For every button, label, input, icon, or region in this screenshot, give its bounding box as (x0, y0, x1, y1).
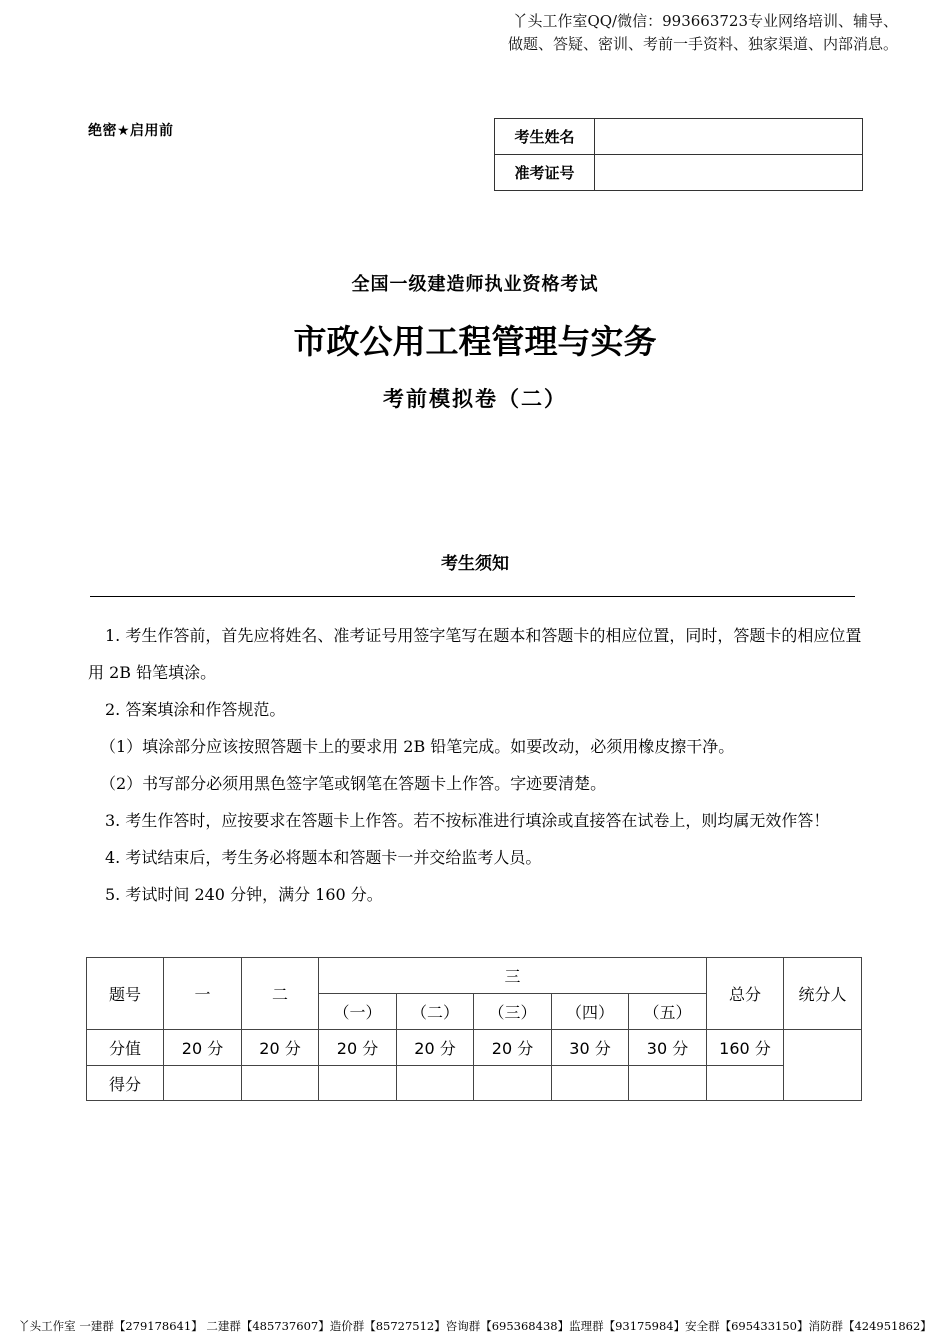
exam-name: 全国一级建造师执业资格考试 (351, 274, 599, 295)
value-cell: 20 分 (319, 1030, 397, 1066)
score-cell[interactable] (474, 1066, 552, 1101)
instruction-item: 5. 考试时间 240 分钟，满分 160 分。 (105, 885, 383, 904)
value-cell: 20 分 (164, 1030, 242, 1066)
col-three: 三 (319, 958, 707, 994)
subject-title: 市政公用工程管理与实务 (293, 322, 657, 361)
secret-mark: 绝密★启用前 (88, 123, 174, 139)
score-cell[interactable] (164, 1066, 242, 1101)
notice-title: 考生须知 (441, 554, 509, 574)
candidate-id-field[interactable] (595, 155, 863, 191)
sub-col: （三） (474, 994, 552, 1030)
instructions (88, 617, 864, 913)
score-label: 得分 (87, 1066, 164, 1101)
sub-col: （二） (397, 994, 474, 1030)
instruction-item: 2. 答案填涂和作答规范。 (105, 700, 286, 719)
candidate-name-field[interactable] (595, 119, 863, 155)
value-cell: 20 分 (242, 1030, 319, 1066)
value-cell: 20 分 (474, 1030, 552, 1066)
instruction-item: （2）书写部分必须用黑色签字笔或钢笔在答题卡上作答。字迹要清楚。 (100, 774, 607, 793)
candidate-name-label: 考生姓名 (495, 119, 595, 155)
score-cell[interactable] (397, 1066, 474, 1101)
col-total: 总分 (707, 958, 784, 1030)
footer-note: 丫头工作室 一建群【279178641】 二建群【485737607】造价群【85727512】咨询群【695368438】监理群【93175984】安全群【695433150】消防群【424951862】 (18, 1319, 932, 1333)
candidate-info-table (494, 118, 863, 191)
header-note-line1: 丫头工作室QQ/微信：993663723专业网络培训、辅导、 (512, 12, 898, 30)
paper-title: 考前模拟卷（二） (383, 386, 567, 411)
value-label: 分值 (87, 1030, 164, 1066)
score-table (86, 957, 862, 1101)
row-header-label: 题号 (87, 958, 164, 1030)
instruction-item: 1. 考生作答前，首先应将姓名、准考证号用签字笔写在题本和答题卡的相应位置，同时，答题卡的相应位置用 2B 铅笔填涂。 (88, 626, 862, 682)
sub-col: （一） (319, 994, 397, 1030)
instruction-item: 4. 考试结束后，考生务必将题本和答题卡一并交给监考人员。 (105, 848, 542, 867)
header-note-line2: 做题、答疑、密训、考前一手资料、独家渠道、内部消息。 (507, 35, 898, 53)
sub-col: （四） (552, 994, 629, 1030)
col-one: 一 (164, 958, 242, 1030)
instruction-item: 3. 考生作答时，应按要求在答题卡上作答。若不按标准进行填涂或直接答在试卷上，则均属无效作答！ (105, 811, 830, 830)
value-cell: 160 分 (707, 1030, 784, 1066)
value-cell: 30 分 (629, 1030, 707, 1066)
score-cell[interactable] (552, 1066, 629, 1101)
score-cell[interactable] (629, 1066, 707, 1101)
col-scorer: 统分人 (784, 958, 862, 1030)
score-cell[interactable] (319, 1066, 397, 1101)
divider (90, 596, 855, 597)
score-cell[interactable] (242, 1066, 319, 1101)
candidate-id-label: 准考证号 (495, 155, 595, 191)
instruction-item: （1）填涂部分应该按照答题卡上的要求用 2B 铅笔完成。如要改动，必须用橡皮擦干净。 (100, 737, 735, 756)
value-cell: 30 分 (552, 1030, 629, 1066)
header-note (508, 10, 898, 56)
col-two: 二 (242, 958, 319, 1030)
value-cell: 20 分 (397, 1030, 474, 1066)
scorer-cell[interactable] (784, 1030, 862, 1101)
sub-col: （五） (629, 994, 707, 1030)
score-cell[interactable] (707, 1066, 784, 1101)
